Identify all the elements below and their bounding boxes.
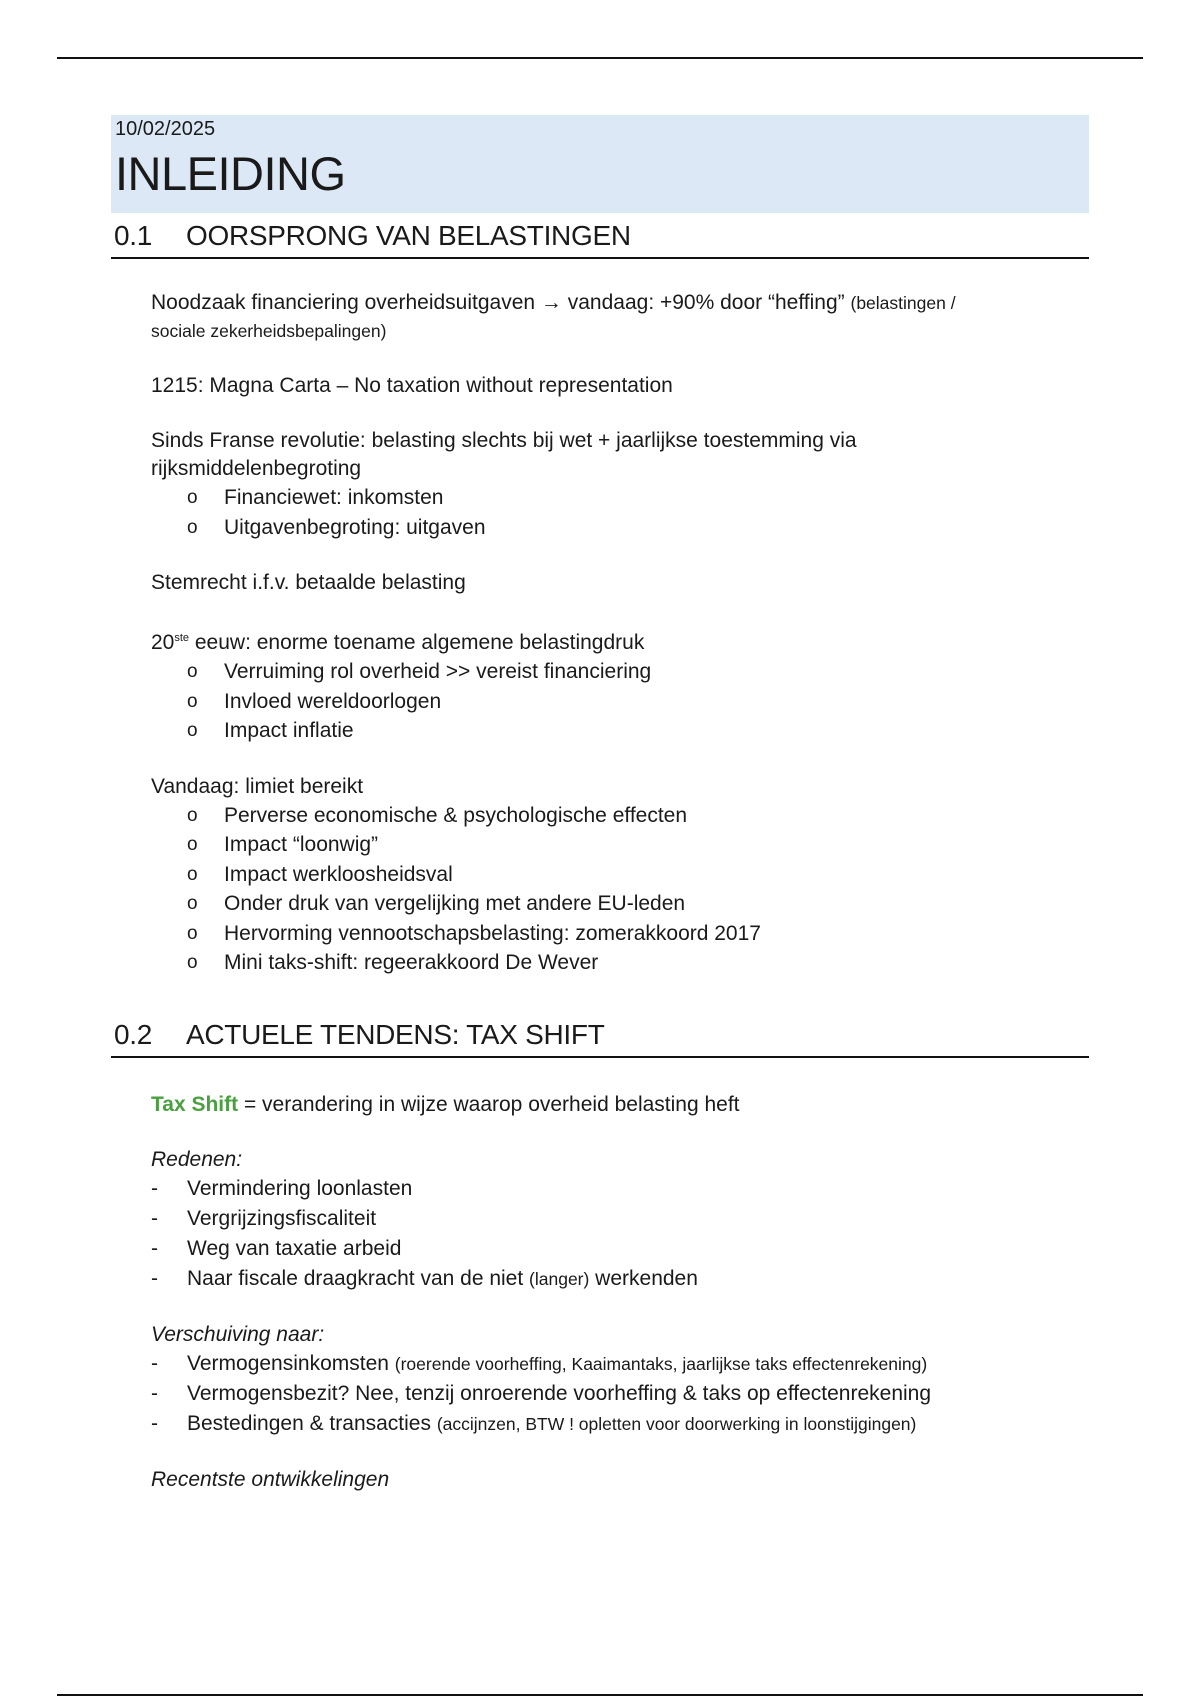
document-date: 10/02/2025 xyxy=(115,118,216,140)
bullet-dash: - xyxy=(151,1176,158,1200)
paragraph-text: Sinds Franse revolutie: belasting slechts bij wet + jaarlijkse toestemming via xyxy=(151,429,857,452)
list-item: - Vergrijzingsfiscaliteit xyxy=(151,1204,1089,1234)
list-item: - Naar fiscale draagkracht van de niet (langer) werkenden xyxy=(151,1264,1089,1294)
reasons-list xyxy=(151,1174,1089,1294)
bullet-circle: o xyxy=(187,893,198,914)
list-item: o Onder druk van vergelijking met andere EU-leden xyxy=(151,889,1089,919)
shift-list xyxy=(151,1349,1089,1439)
paragraph-french-revolution xyxy=(151,427,1089,483)
bullet-circle: o xyxy=(187,863,198,885)
bullet-circle: o xyxy=(187,487,198,508)
section-number: 0.2 xyxy=(114,1018,153,1050)
bullet-dash: - xyxy=(151,1351,158,1375)
bullet-circle: o xyxy=(187,804,198,826)
list-item: o Hervorming vennootschapsbelasting: zomerakkoord 2017 xyxy=(151,919,1089,949)
bullet-circle: o xyxy=(187,690,198,712)
bullet-dash: - xyxy=(151,1266,158,1290)
bullet-dash: - xyxy=(151,1206,158,1230)
list-item: o Financiewet: inkomsten xyxy=(151,483,1089,513)
list-item: - Vermindering loonlasten xyxy=(151,1174,1089,1204)
bullet-dash: - xyxy=(151,1411,158,1435)
list-item: o Impact “loonwig” xyxy=(151,830,1089,860)
list-item: o Mini taks-shift: regeerakkoord De Wever xyxy=(151,948,1089,978)
list-item: o Perverse economische & psychologische effecten xyxy=(151,801,1089,831)
document-content xyxy=(111,115,1089,1494)
list-item: o Invloed wereldoorlogen xyxy=(151,687,1089,717)
title-block xyxy=(111,115,1089,213)
paragraph-text: rijksmiddelenbegroting xyxy=(151,457,362,480)
page-title: INLEIDING xyxy=(115,147,346,200)
section-heading-0-1 xyxy=(111,218,1089,259)
list-item: o Impact inflatie xyxy=(151,716,1089,746)
list-item: o Uitgavenbegroting: uitgaven xyxy=(151,513,1089,543)
paragraph-financing xyxy=(151,289,1089,345)
recent-developments-label: Recentste ontwikkelingen xyxy=(151,1467,390,1491)
paragraph-magna-carta: 1215: Magna Carta – No taxation without representation xyxy=(151,374,673,397)
bullet-circle: o xyxy=(187,834,198,855)
section-body-0-2 xyxy=(111,1091,1089,1494)
bullet-circle: o xyxy=(187,516,198,538)
list-item: - Weg van taxatie arbeid xyxy=(151,1234,1089,1264)
paragraph-tax-shift-definition: Tax Shift = verandering in wijze waarop overheid belasting heft xyxy=(151,1092,740,1116)
list-item: - Vermogensinkomsten (roerende voorheffing, Kaaimantaks, jaarlijkse taks effectenrekening) xyxy=(151,1349,1089,1379)
paragraph-note: sociale zekerheidsbepalingen) xyxy=(151,321,387,341)
paragraph-20th-century: 20ste eeuw: enorme toename algemene belastingdruk xyxy=(151,631,645,654)
paragraph-note: (belastingen / xyxy=(850,293,956,313)
page-bottom-rule xyxy=(57,1694,1143,1696)
section-title: ACTUELE TENDENS: TAX SHIFT xyxy=(186,1018,605,1050)
paragraph-today-limit: Vandaag: limiet bereikt xyxy=(151,774,364,798)
bullet-dash: - xyxy=(151,1236,158,1260)
paragraph-text: Noodzaak financiering overheidsuitgaven → vandaag: +90% door “heffing” xyxy=(151,291,845,314)
sub-list-budget xyxy=(151,483,1089,542)
shift-label: Verschuiving naar: xyxy=(151,1322,325,1346)
bullet-circle: o xyxy=(187,922,198,944)
section-heading-0-2 xyxy=(111,1017,1089,1058)
section-title: OORSPRONG VAN BELASTINGEN xyxy=(186,220,631,251)
term-tax-shift: Tax Shift xyxy=(151,1092,239,1116)
reasons-label: Redenen: xyxy=(151,1147,243,1171)
list-item: o Impact werkloosheidsval xyxy=(151,860,1089,890)
page-top-rule xyxy=(57,57,1143,59)
sub-list-20th-century xyxy=(151,657,1089,746)
list-item: - Vermogensbezit? Nee, tenzij onroerende voorheffing & taks op effectenrekening xyxy=(151,1379,1089,1409)
bullet-circle: o xyxy=(187,952,198,973)
sub-list-today xyxy=(151,801,1089,978)
bullet-dash: - xyxy=(151,1381,158,1405)
paragraph-voting-rights: Stemrecht i.f.v. betaalde belasting xyxy=(151,571,466,594)
bullet-circle: o xyxy=(187,720,198,741)
list-item: o Verruiming rol overheid >> vereist financiering xyxy=(151,657,1089,687)
list-item: - Bestedingen & transacties (accijnzen, BTW ! opletten voor doorwerking in loonstijgingen) xyxy=(151,1409,1089,1439)
section-number: 0.1 xyxy=(114,220,153,251)
section-body-0-1 xyxy=(111,289,1089,978)
bullet-circle: o xyxy=(187,661,198,682)
